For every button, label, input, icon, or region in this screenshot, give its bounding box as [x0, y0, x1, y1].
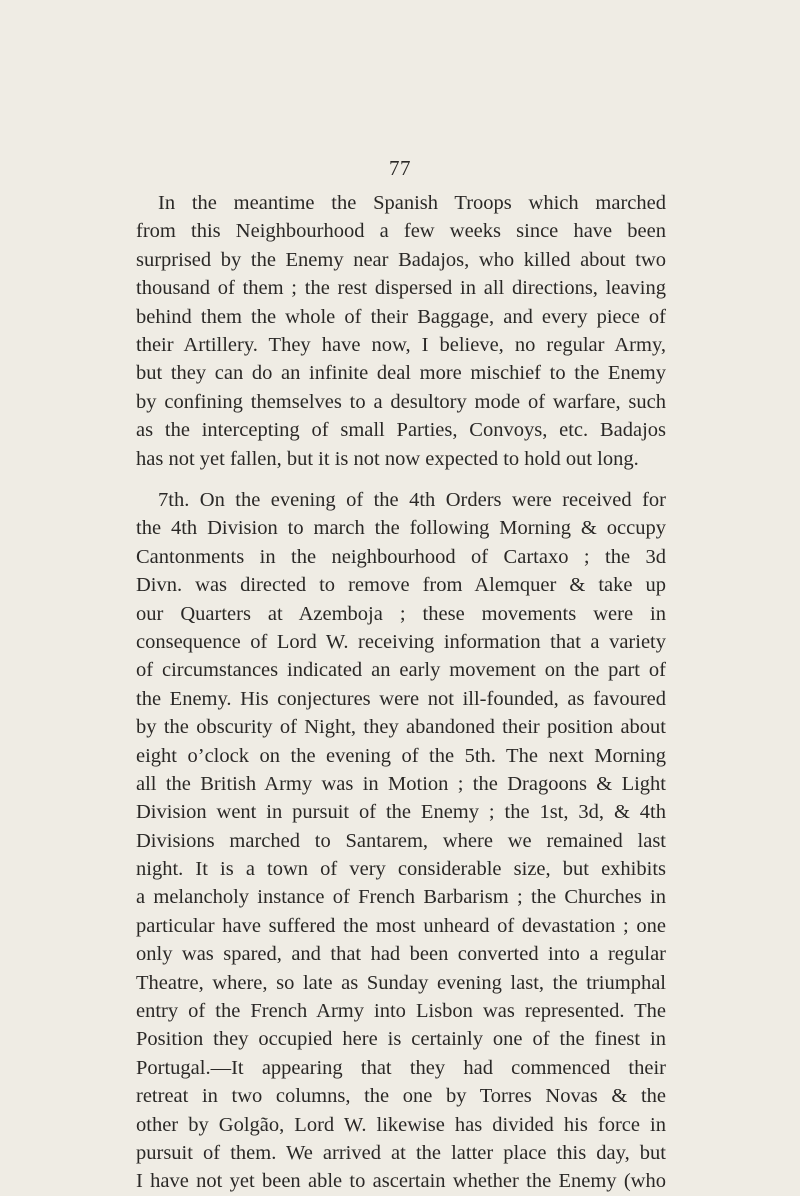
text-line: thousand of them ; the rest dispersed in all directions, leaving: [136, 277, 666, 300]
paragraph-1: [136, 189, 666, 473]
text-line: Theatre, where, so late as Sunday evening last, the triumphal: [136, 971, 666, 994]
text-line: has not yet fallen, but it is not now expected to hold out long.: [136, 447, 639, 470]
text-line: the 4th Division to march the following Morning & occupy: [136, 517, 666, 540]
text-line: their Artillery. They have now, I believe, no regular Army,: [136, 333, 666, 356]
text-line: night. It is a town of very considerable size, but exhibits: [136, 858, 666, 881]
text-line: Portugal.—It appearing that they had commenced their: [136, 1056, 666, 1079]
text-line: Divn. was directed to remove from Alemquer & take up: [136, 574, 666, 597]
text-line: consequence of Lord W. receiving information that a variety: [136, 630, 666, 653]
text-line: pursuit of them. We arrived at the latter place this day, but: [136, 1141, 666, 1164]
text-line: eight o’clock on the evening of the 5th. The next Morning: [136, 744, 666, 767]
text-line: as the intercepting of small Parties, Convoys, etc. Badajos: [136, 419, 666, 442]
text-line: 7th. On the evening of the 4th Orders were received for: [158, 489, 666, 511]
text-line: by confining themselves to a desultory mode of warfare, such: [136, 390, 666, 413]
page-number: 77: [389, 156, 411, 180]
text-line: from this Neighbourhood a few weeks since have been: [136, 220, 666, 243]
text-line: by the obscurity of Night, they abandoned their position about: [136, 716, 666, 739]
text-line: I have not yet been able to ascertain whether the Enemy (who: [136, 1170, 666, 1193]
text-line: the Enemy. His conjectures were not ill-founded, as favoured: [136, 687, 666, 710]
text-line: Cantonments in the neighbourhood of Cartaxo ; the 3d: [136, 545, 666, 568]
text-line: In the meantime the Spanish Troops which marched: [158, 192, 666, 214]
text-line: a melancholy instance of French Barbarism ; the Churches in: [136, 886, 666, 909]
text-line: of circumstances indicated an early movement on the part of: [136, 659, 666, 682]
text-line: all the British Army was in Motion ; the Dragoons & Light: [136, 772, 666, 795]
text-line: Division went in pursuit of the Enemy ; the 1st, 3d, & 4th: [136, 801, 666, 824]
text-line: other by Golgão, Lord W. likewise has divided his force in: [136, 1113, 666, 1136]
text-line: surprised by the Enemy near Badajos, who killed about two: [136, 248, 666, 271]
paragraph-2: [136, 486, 666, 1196]
text-line: Position they occupied here is certainly one of the finest in: [136, 1028, 666, 1051]
text-line: retreat in two columns, the one by Torres Novas & the: [136, 1085, 666, 1108]
text-line: particular have suffered the most unheard of devastation ; one: [136, 914, 666, 937]
text-line: but they can do an infinite deal more mischief to the Enemy: [136, 362, 666, 385]
text-line: our Quarters at Azemboja ; these movements were in: [136, 602, 666, 625]
text-line: Divisions marched to Santarem, where we remained last: [136, 829, 666, 852]
text-line: only was spared, and that had been converted into a regular: [136, 943, 666, 966]
text-line: behind them the whole of their Baggage, and every piece of: [136, 305, 666, 328]
text-line: entry of the French Army into Lisbon was represented. The: [136, 1000, 666, 1023]
